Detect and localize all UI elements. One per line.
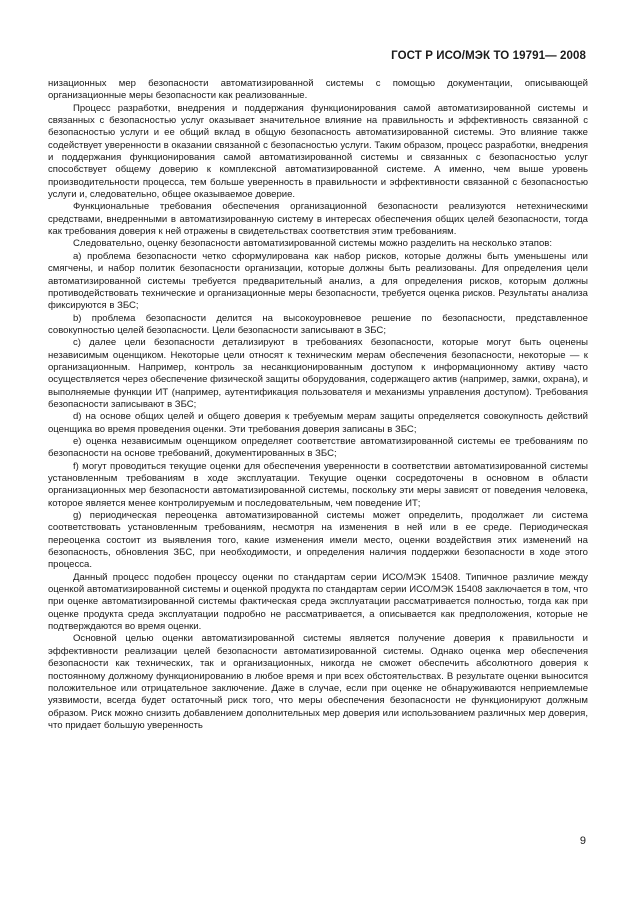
list-item-d: d) на основе общих целей и общего доверия к требуемым мерам защиты определяется совокупность действий оценщика во время проведения оценки. Эти требования доверия записаны в ЗБС; — [48, 411, 588, 435]
body-text — [48, 78, 588, 732]
paragraph-main-goal: Основной целью оценки автоматизированной системы является получение доверия к правильности и эффективности реализации целей безопасности автоматизированной системы. Однако оценка мер обеспечения безопасности как технических, так и организационных, никогда не сможет обеспечить абсолютного доверия к постоянному должному функционированию в любое время и при всех обстоятельствах. В результате оценки выносится положительное или отрицательное заключение. Даже в случае, если при оценке не обнаруживаются неприемлемые уязвимости, всегда будет остаточный риск того, что меры обеспечения безопасности не функционируют должным образом. Риск можно снизить добавлением дополнительных мер доверия или использованием различных мер доверия, что придает большую уверенность — [48, 633, 588, 731]
paragraph-process: Процесс разработки, внедрения и поддержания функционирования самой автоматизированной системы и связанных с безопасностью услуг оказывает значительное влияние на правильность и эффективность связанной с безопасностью услуги и ее общий вклад в общую безопасность автоматизированной системы. Это влияние также содействует уверенности в оказании связанной с безопасностью услуги. Таким образом, процесс разработки, внедрения и поддержания функционирования самой автоматизированной системы и связанных с безопасностью услуг способствует общему доверию к комплексной автоматизированной системе. А именно, чем выше уровень производительности процесса, тем больше уверенность в правильности и эффективности связанной с безопасностью услуги и, следовательно, общее оказываемое доверие. — [48, 102, 588, 201]
paragraph-functional-requirements: Функциональные требования обеспечения организационной безопасности реализуются нетехническими средствами, внедренными в автоматизированную систему в интересах обеспечения общих целей безопасности, тогда как требования доверия к ней отражены в свидетельствах соответствия этим требованиям. — [48, 201, 588, 238]
list-item-g: g) периодическая переоценка автоматизированной системы может определить, продолжает ли система соответствовать установленным требованиям, несмотря на изменения в ней или в ее среде. Периодическая переоценка состоит из выявления того, какие изменения имели место, оценки воздействия этих изменений на безопасность, обновления ЗБС, при необходимости, и определения наличия поддержки безопасности в ходе этого процесса. — [48, 510, 588, 571]
paragraph-continuation: низационных мер безопасности автоматизированной системы с помощью документации, описывающей организационные меры безопасности как реализованные. — [48, 78, 588, 102]
standard-header: ГОСТ Р ИСО/МЭК ТО 19791— 2008 — [391, 50, 586, 62]
paragraph-stages-intro: Следовательно, оценку безопасности автоматизированной системы можно разделить на несколько этапов: — [73, 238, 552, 250]
list-item-e: e) оценка независимым оценщиком определяет соответствие автоматизированной системы ее требованиям по безопасности на основе требований, документированных в ЗБС; — [48, 435, 588, 460]
list-item-a: a) проблема безопасности четко сформулирована как набор рисков, которые должны быть уменьшены или смягчены, и набор политик безопасности организации, которые должны быть реализованы. Для определения цели автоматизированной системы требуется предварительный анализ, а для определения рисков, которым должны противодействовать технические и организационные меры безопасности, требуется оценка рисков. Результаты анализа фиксируются в ЗБС; — [48, 250, 588, 312]
list-item-c: c) далее цели безопасности детализируют в требованиях безопасности, которые могут быть оценены независимым оценщиком. Некоторые цели относят к техническим мерам обеспечения безопасности, некоторые — к организационным. Например, контроль за несанкционированным доступом к информационному активу часто осуществляется через обеспечение физической защиты оборудования, содержащего актив (например, замки, охрана), и выполняемые функции ИТ (например, аутентификация пользователя и механизмы управления доступом). Требования безопасности записывают в ЗБС; — [48, 337, 588, 410]
page-number: 9 — [579, 835, 586, 847]
list-item-b: b) проблема безопасности делится на высокоуровневое решение по безопасности, представленное совокупностью целей безопасности. Цели безопасности записывают в ЗБС; — [48, 312, 588, 336]
paragraph-iso-15408: Данный процесс подобен процессу оценки по стандартам серии ИСО/МЭК 15408. Типичное различие между оценкой автоматизированной системы и оценкой продукта по стандартам серии ИСО/МЭК 15408 заключается в том, что при оценке автоматизированной системы фактическая среда эксплуатации рассматривается полностью, тогда как при оценке продукта среда эксплуатации подробно не рассматривается, а описывается как предположения, которые не подтверждаются во время оценки. — [48, 571, 588, 633]
list-item-f: f) могут проводиться текущие оценки для обеспечения уверенности в соответствии автоматизированной системы установленным требованиям в ходе эксплуатации. Текущие оценки сосредоточены в основном в области организационных мер безопасности автоматизированной системы, поскольку эти меры зависят от поведения человека, которое является менее контролируемым и последовательным, чем поведение ИТ; — [48, 460, 588, 509]
